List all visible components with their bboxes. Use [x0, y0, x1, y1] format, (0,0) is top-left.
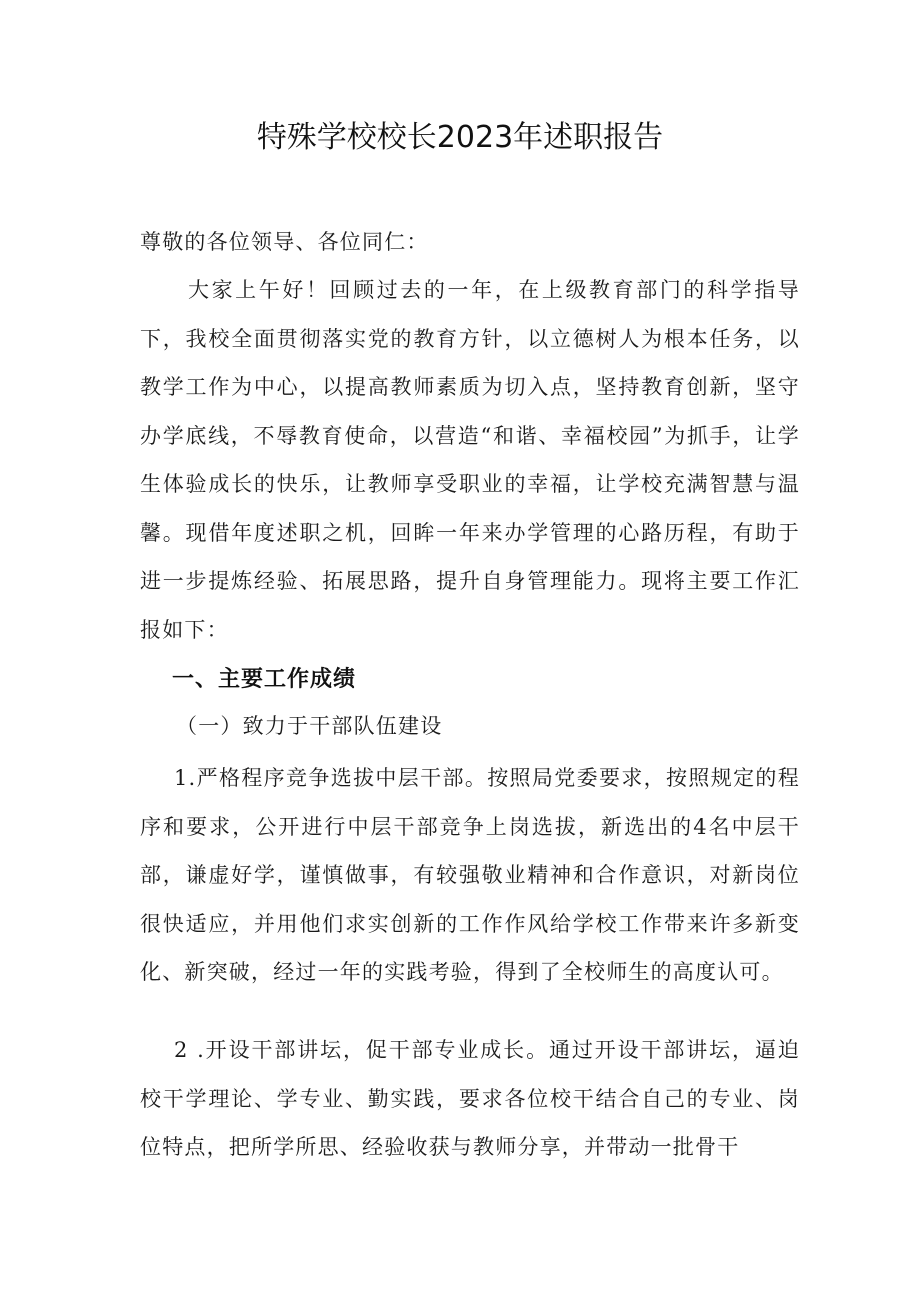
item-paragraph-1: 1.严格程序竞争选拔中层干部。按照局党委要求，按照规定的程序和要求，公开进行中层干部竞争上岗选拔，新选出的4名中层干部，谦虚好学，谨慎做事，有较强敬业精神和合作意识，对新岗位很快适应，并用他们求实创新的工作作风给学校工作带来许多新变化、新突破，经过一年的实践考验，得到了全校师生的高度认可。 [140, 766, 800, 984]
subsection-heading: （一）致力于干部队伍建设 [176, 714, 443, 738]
salutation: 尊敬的各位领导、各位同仁： [140, 230, 429, 254]
document-title: 特殊学校校长2023年述职报告 [256, 120, 664, 155]
item-paragraph-2: 2 .开设干部讲坛，促干部专业成长。通过开设干部讲坛，逼迫校干学理论、学专业、勤实践，要求各位校干结合自己的专业、岗位特点，把所学所思、经验收获与教师分享，并带动一批骨干 [140, 1038, 800, 1159]
section-heading: 一、主要工作成绩 [172, 667, 357, 692]
intro-paragraph: 大家上午好！回顾过去的一年，在上级教育部门的科学指导下，我校全面贯彻落实党的教育方针，以立德树人为根本任务，以教学工作为中心，以提高教师素质为切入点，坚持教育创新，坚守办学底线，不辱教育使命，以营造“和谐、幸福校园”为抓手，让学生体验成长的快乐，让教师享受职业的幸福，让学校充满智慧与温馨。现借年度述职之机，回眸一年来办学管理的心路历程，有助于进一步提炼经验、拓展思路，提升自身管理能力。现将主要工作汇报如下： [140, 278, 800, 642]
